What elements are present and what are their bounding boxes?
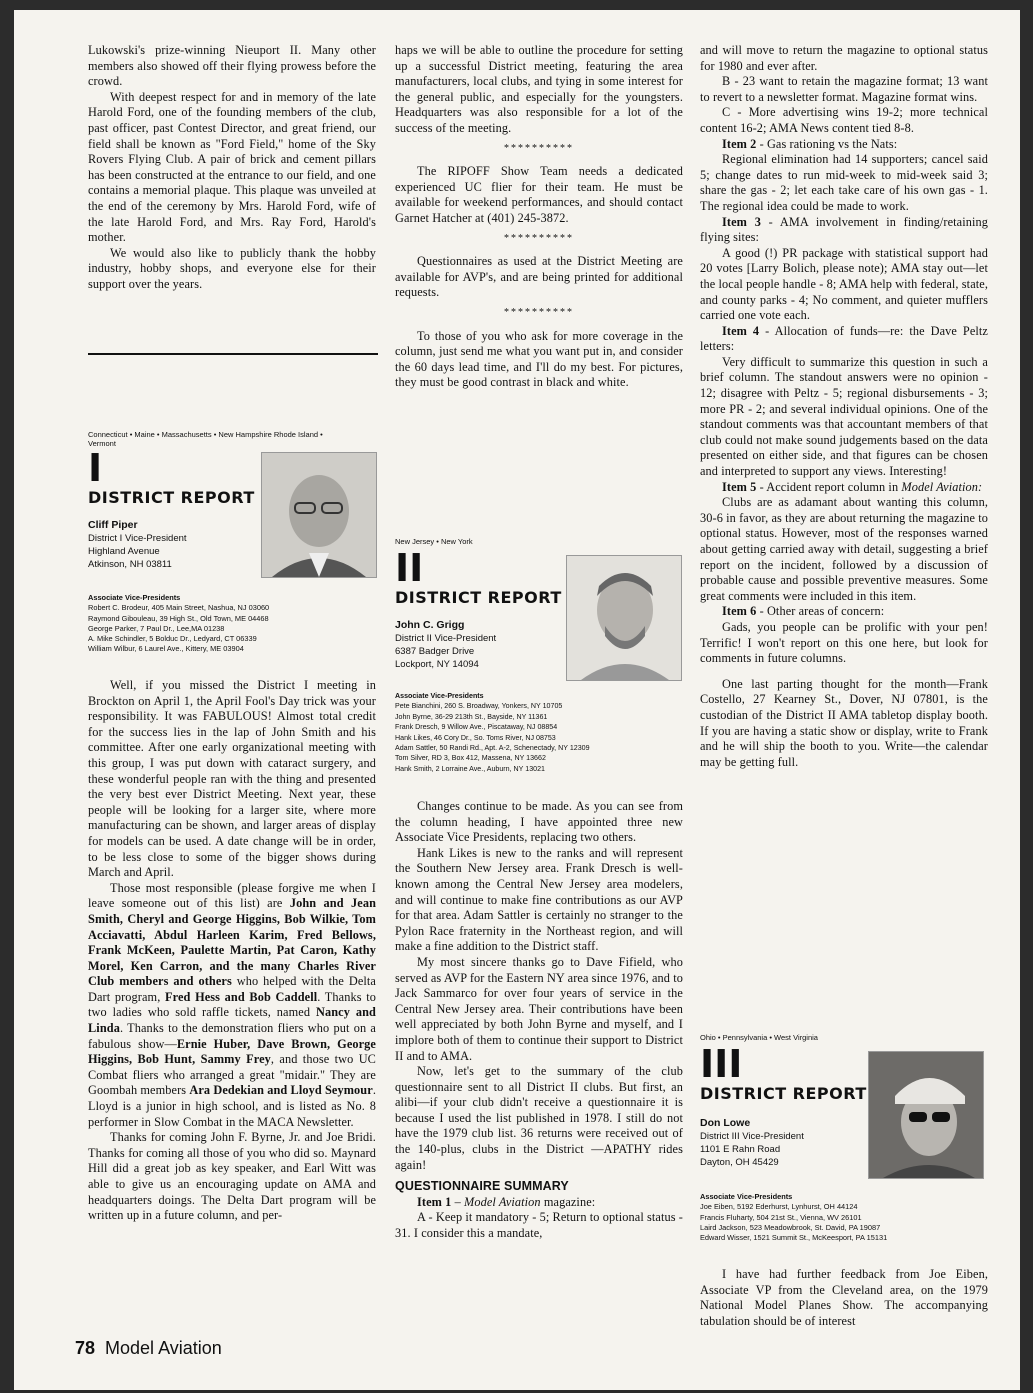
item-heading [700,215,988,246]
text-run: Those most responsible (please forgive me when I leave someone out of this list) are [88,880,376,911]
item-heading [700,324,988,355]
associate-entry: Adam Sattler, 50 Randi Rd., Apt. A-2, Schenectady, NY 12309 [395,744,590,753]
item-heading [700,604,988,620]
text-run: - AMA involvement in finding/retaining flying sites: [700,214,989,245]
bold-names: Fred Hess and Bob Caddell [165,989,318,1004]
paragraph: Thanks for coming John F. Byrne, Jr. and Joe Bridi. Thanks for coming all those of you who did so. Maynard Hill did a great job as key speaker, and Earl Witt was able to give us an encouraging update on AMA and headquarters doings. The Delta Dart program will be written up in a future column, and per- [88,1130,376,1223]
bold-names: Ara Dedekian and Lloyd Seymour [189,1083,373,1098]
item-label: Item 2 [722,136,757,151]
paragraph: Hank Likes is new to the ranks and will represent the Southern New Jersey area. Frank Dresch is well-known among the Central New Jersey area modelers, and will continue to make fine contributions as our AVP for that area. Adam Sattler is certainly no stranger to the Pylon Race fraternity in the Northeast region, and will make a fine addition to the District staff. [395,845,683,954]
page-footer [75,1338,222,1359]
district-numeral: III [700,1042,743,1086]
item-label: Item 1 [417,1194,452,1209]
separator-stars: ********** [504,306,574,318]
bold-names: Ernie Huber, Dave Brown, George Higgins, Bob Hunt, Sammy Frey [88,1036,376,1067]
item-label: Item 6 [722,604,757,619]
separator-stars: ********** [504,232,574,244]
vp-city: Atkinson, NH 03811 [88,559,172,570]
spacer [700,667,988,677]
text-run: , and those two UC Combat fliers who arranged a great "midair." They are Goombah members [88,1052,376,1098]
item-topic: Model Aviation: [901,479,983,494]
vice-president-block [88,519,268,571]
paragraph: and will move to return the magazine to optional status for 1980 and ever after. [700,43,988,73]
column-1-top [88,43,376,293]
district-1-associates [88,593,388,655]
item-label: Item 5 [722,479,757,494]
column-3-bottom [700,1267,988,1329]
vp-role: District I Vice-President [88,533,187,544]
separator-stars: ********** [504,142,574,154]
section-divider [88,353,378,355]
district-2-header [395,537,575,671]
item-heading [700,480,988,496]
summary-heading: QUESTIONNAIRE SUMMARY [395,1179,569,1194]
text-run: – [451,1194,465,1209]
district-states: New Jersey • New York [395,537,473,546]
magazine-page [14,10,1020,1390]
vp-name: Don Lowe [700,1117,751,1129]
text-run: . Lloyd is a junior in high school, and is listed as No. 8 performer in Slow Combat in the MACA Newsletter. [88,1083,376,1129]
vp-address: Highland Avenue [88,546,160,557]
column-3-body [700,43,988,770]
paragraph: One last parting thought for the month—Frank Costello, 27 Kearney St., Dover, NJ 07801, is the custodian of the District II AMA tabletop display booth. If you are having a static show or display, write to Frank and he will ship the booth to you. Write—the calendar may be getting full. [700,676,988,769]
paragraph: Gads, you people can be prolific with your pen! Terrific! I won't report on this one here, but look for comments in future columns. [700,619,988,666]
district-title: DISTRICT REPORT [700,1084,867,1103]
associate-entry: A. Mike Schindler, 5 Bolduc Dr., Ledyard, CT 06339 [88,634,257,644]
paragraph: Well, if you missed the District I meeting in Brockton on April 1, the April Fool's Day trick was your responsibility. It was FABULOUS! Almost total credit for the success lies in the lap of John Smith and his committee. After one early organizational meeting with this group, I was put down with cataract surgery, and these wonderful people ran with the thing and presented the very best ever District Meeting. Next year, these people will be looking for a larger site, where more manufacturing can be shown, and larger areas of display for models can be used. A date change will be in order, to be less close to some of the bigger shows during March and April. [88,678,376,880]
district-1-vp-photo [261,452,377,578]
paragraph: Now, let's get to the summary of the club questionnaire sent to all District II clubs. But first, an alibi—if your club didn't receive a questionnaire it is because I used the list published in 1978. I still do not have the 1979 club list. 36 returns were received out of the 140-plus, clubs in the District —APATHY rides again! [395,1064,683,1172]
district-states: Connecticut • Maine • Massachusetts • New Hampshire Rhode Island • Vermont [88,430,323,448]
magazine-name: Model Aviation [105,1338,222,1358]
vp-address: 1101 E Rahn Road [700,1144,781,1155]
paragraph: Lukowski's prize-winning Nieuport II. Many other members also showed off their flying prowess before the crowd. [88,43,376,89]
associate-entry: Hank Smith, 2 Lorraine Ave., Auburn, NY 13021 [395,764,545,773]
associate-entry: Hank Likes, 46 Cory Dr., So. Toms River, NJ 08753 [395,733,556,742]
vice-president-block [700,1117,880,1169]
text-run: who helped with the Delta Dart program, [88,974,376,1004]
associate-entry: Tom Silver, RD 3, Box 412, Massena, NY 13662 [395,754,546,763]
paragraph: The RIPOFF Show Team needs a dedicated experienced UC flier for their team. He must be available for weekend performances, and should contact Garnet Hatcher at (401) 245-3872. [395,164,683,225]
associate-entry: Joe Eiben, 5192 Ederhurst, Lynhurst, OH 44124 [700,1202,858,1212]
paragraph: A - Keep it mandatory - 5; Return to optional status - 31. I consider this a mandate, [395,1210,683,1241]
column-1-body [88,678,376,1224]
item-heading [395,1195,683,1211]
associates-heading: Associate Vice-Presidents [700,1192,793,1201]
paragraph: With deepest respect for and in memory of the late Harold Ford, one of the founding members of the club, past officer, past Contest Director, and great friend, our field shall be known as "Ford Field," home of the Sky Rovers Flying Club. A pair of brick and cement pillars has been constructed at the entrance to our field, and one contains a memorial plaque. This plaque was unveiled at the end of the ceremony by Mrs. Harold Ford, wife of the late Harold Ford, and Mrs. Ray Ford, Harold's mother. [88,89,376,245]
associate-entry: Laird Jackson, 523 Meadowbrook, St. David, PA 19087 [700,1222,881,1232]
vp-name: Cliff Piper [88,519,138,531]
vp-address: 6387 Badger Drive [395,646,475,657]
district-2-vp-photo [566,555,682,681]
text-run: - Other areas of concern: [756,604,885,619]
text-run: . Thanks to two ladies who sold raffle tickets, named [88,989,376,1020]
paragraph: Questionnaires as used at the District Meeting are available for AVP's, and are being printed for additional requests. [395,254,683,300]
district-numeral: II [395,546,424,590]
paragraph: We would also like to publicly thank the hobby industry, hobby shops, and everyone else for their support over the years. [88,245,376,291]
associate-entry: John Byrne, 36-29 213th St., Bayside, NY 11361 [395,712,548,721]
vp-city: Lockport, NY 14094 [395,659,479,670]
paragraph: Regional elimination had 14 supporters; cancel said 5; change dates to run mid-week to mid-week said 3; share the gas - 2; let each take care of his own gas - 1. The regional idea could be made to work. [700,152,988,213]
district-2-associates [395,691,695,774]
associates-heading: Associate Vice-Presidents [88,593,181,602]
paragraph: Very difficult to summarize this question in such a brief column. The standout answers were no opinion - 12; disagree with Peltz - 5; regional disbursements - 3; more PR - 2; and several individual opinions. One of the standout comments was that accountant members of that club could not make sound judgements based on the data presented on either side, and that figures can be chosen and interpreted to support any views. Interesting! [700,354,988,479]
paragraph: My most sincere thanks go to Dave Fifield, who served as AVP for the Eastern NY area since 1976, and to Jack Sammarco for over four years of service in the Central New Jersey area. Their contributions have been well appreciated by both John Byrne and myself, and I implore both of them to continue their support to District II and to AMA. [395,954,683,1063]
district-3-associates [700,1192,1000,1243]
text-run: magazine: [540,1194,596,1209]
vp-city: Dayton, OH 45429 [700,1157,779,1168]
paragraph: I have had further feedback from Joe Eiben, Associate VP from the Cleveland area, on the 1979 National Model Planes Show. The accompanying tabulation should be of interest [700,1267,988,1328]
associate-entry: George Parker, 7 Paul Dr., Lee,MA 01238 [88,623,225,633]
item-topic: Model Aviation [464,1194,541,1209]
paragraph: A good (!) PR package with statistical support had 20 votes [Larry Bolich, please note); AMA stay out—let the local people handle - 8; AMA help with federal, state, and county parks - 4; No comment, and quieter mufflers carried one vote each. [700,245,988,323]
paragraph: C - More advertising wins 19-2; more technical content 16-2; AMA News content tied 8-8. [700,105,988,135]
associate-entry: William Wilbur, 6 Laurel Ave., Kittery, ME 03904 [88,644,244,654]
associate-entry: Francis Fluharty, 504 21st St., Vienna, WV 26101 [700,1212,862,1222]
associate-entry: Frank Dresch, 9 Willow Ave., Piscataway, NJ 08854 [395,723,558,732]
item-label: Item 3 [722,214,761,229]
district-numeral: I [88,446,103,490]
text-run: - Gas rationing vs the Nats: [756,136,898,151]
district-title: DISTRICT REPORT [395,588,562,607]
district-3-vp-photo [868,1051,984,1179]
associates-heading: Associate Vice-Presidents [395,692,484,700]
district-states: Ohio • Pennsylvania • West Virginia [700,1033,818,1042]
district-title: DISTRICT REPORT [88,488,255,507]
associate-entry: Edward Wisser, 1521 Summit St., McKeesport, PA 15131 [700,1233,888,1243]
paragraph: To those of you who ask for more coverage in the column, just send me what you want put in, and consider the 60 days lead time, and I'll do my best. For pictures, they must be good contrast in black and white. [395,328,683,390]
item-label: Item 4 [722,323,760,338]
paragraph: Clubs are as adamant about wanting this column, 30-6 in favor, as they are about returning the magazine to optional status. However, most of the responses warned about getting carried away with detail, suggesting a brief report on the incident, followed by a discussion of probable cause and possible preventive measures. Some great comments were included in this item. [700,495,988,603]
text-run: - Allocation of funds—re: the Dave Peltz letters: [700,323,988,354]
column-2-top [395,43,683,391]
column-2-body [395,799,683,1242]
item-heading [700,137,988,153]
bold-names: Nancy and Linda [88,1005,376,1036]
associate-entry: Raymond Gibouleau, 39 High St., Old Town, ME 04468 [88,613,269,623]
vp-role: District II Vice-President [395,633,497,644]
paragraph: B - 23 want to retain the magazine format; 13 want to revert to a newsletter format. Magazine format wins. [700,74,988,104]
paragraph: haps we will be able to outline the procedure for setting up a successful District meeting, featuring the area manufacturers, local clubs, and tying in some interest for the general public, and especially for the youngsters. Headquarters was also responsible for a lot of the success of the meeting. [395,43,683,135]
associate-entry: Robert C. Brodeur, 405 Main Street, Nashua, NJ 03060 [88,603,270,613]
paragraph [88,881,376,1131]
text-run: - Accident report column in [756,479,902,494]
vp-name: John C. Grigg [395,619,465,631]
district-1-header [88,430,323,571]
bold-names: John and Jean Smith, Cheryl and George Higgins, Bob Wilkie, Tom Acciavatti, Abdul Harleen Karim, Fred Bellows, Frank McKeen, Paulette Martin, Pat Caron, Kathy Morel, Ken Carron, and the many Charles River Club members and others [88,896,377,989]
vice-president-block [395,619,575,671]
paragraph: Changes continue to be made. As you can see from the column heading, I have appointed three new Associate Vice Presidents, replacing two others. [395,799,683,845]
text-run: . Thanks to the demonstration fliers who put on a fabulous show— [88,1021,376,1051]
page-number: 78 [75,1338,96,1358]
vp-role: District III Vice-President [700,1131,804,1142]
district-3-header [700,1033,880,1169]
associate-entry: Pete Bianchini, 260 S. Broadway, Yonkers, NY 10705 [395,702,563,711]
